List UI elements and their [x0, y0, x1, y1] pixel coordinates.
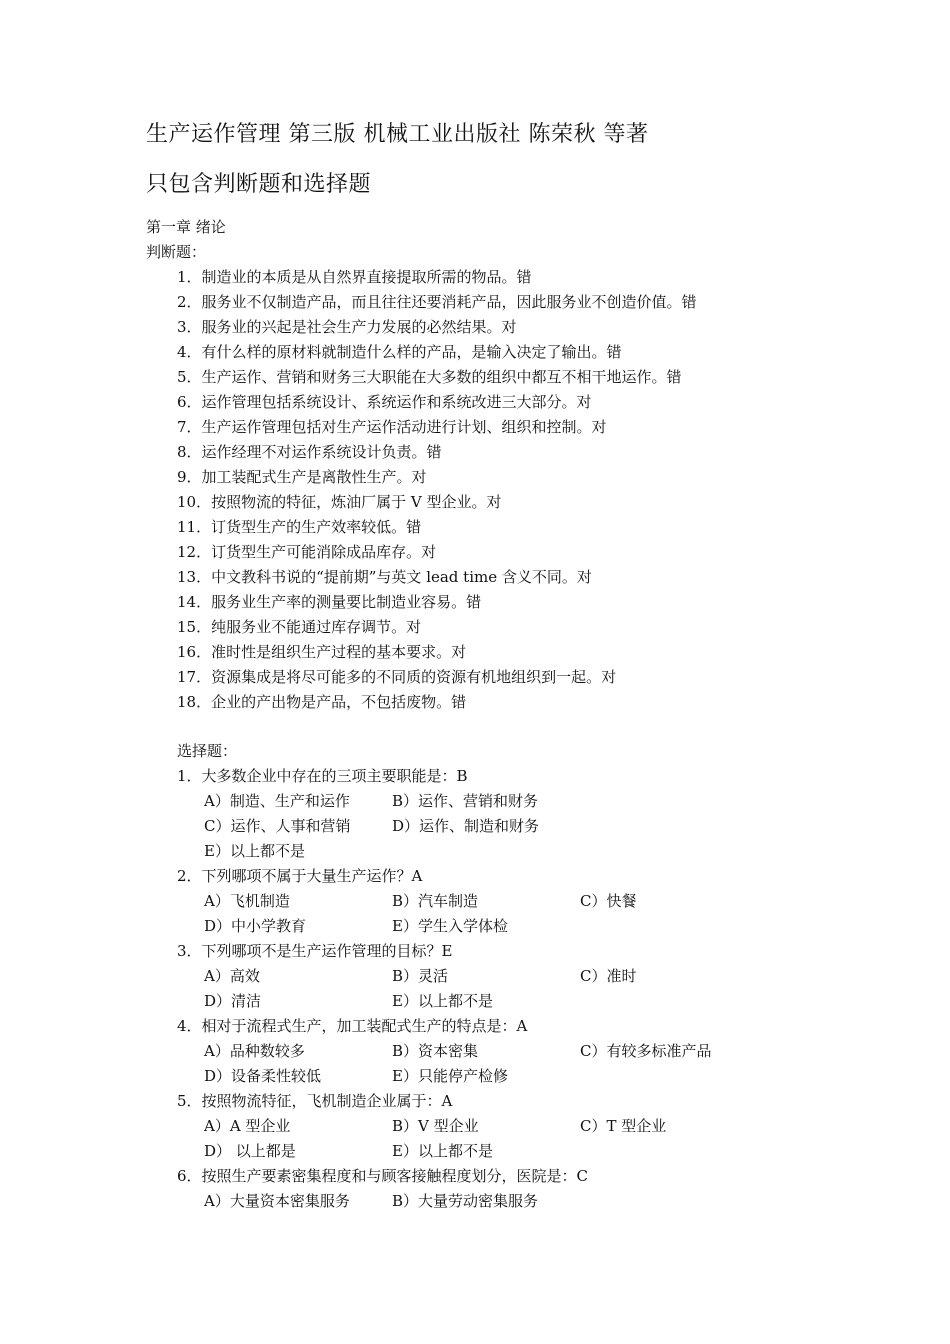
true-false-item: 13．中文教科书说的“提前期”与英文 lead time 含义不同。对 — [177, 568, 592, 586]
answer-option: C）准时 — [580, 967, 637, 985]
true-false-item: 14．服务业生产率的测量要比制造业容易。错 — [177, 593, 482, 611]
answer-option: D）运作、制造和财务 — [392, 817, 540, 835]
answer-option: E）学生入学体检 — [392, 917, 508, 935]
answer-option: A）品种数较多 — [204, 1042, 305, 1060]
true-false-item: 7．生产运作管理包括对生产运作活动进行计划、组织和控制。对 — [177, 418, 607, 436]
document-title: 生产运作管理 第三版 机械工业出版社 陈荣秋 等著 — [146, 122, 649, 147]
answer-option: B）大量劳动密集服务 — [392, 1192, 539, 1210]
question-text: 1．大多数企业中存在的三项主要职能是：B — [177, 767, 468, 785]
answer-option: A）大量资本密集服务 — [204, 1192, 350, 1210]
answer-option: A）飞机制造 — [204, 892, 290, 910]
answer-option: C）快餐 — [580, 892, 637, 910]
true-false-item: 18．企业的产出物是产品，不包括废物。错 — [177, 693, 467, 711]
true-false-item: 4．有什么样的原材料就制造什么样的产品，是输入决定了输出。错 — [177, 343, 622, 361]
question-text: 4．相对于流程式生产，加工装配式生产的特点是：A — [177, 1017, 528, 1035]
answer-option: A）制造、生产和运作 — [204, 792, 350, 810]
true-false-item: 16．准时性是组织生产过程的基本要求。对 — [177, 643, 467, 661]
true-false-item: 8．运作经理不对运作系统设计负责。错 — [177, 443, 442, 461]
answer-option: D）设备柔性较低 — [204, 1067, 322, 1085]
question-text: 2．下列哪项不属于大量生产运作？A — [177, 867, 423, 885]
true-false-item: 10．按照物流的特征，炼油厂属于 V 型企业。对 — [177, 493, 502, 511]
answer-option: B）汽车制造 — [392, 892, 479, 910]
true-false-item: 12．订货型生产可能消除成品库存。对 — [177, 543, 437, 561]
answer-option: D） 以上都是 — [204, 1142, 296, 1160]
true-false-item: 1．制造业的本质是从自然界直接提取所需的物品。错 — [177, 268, 532, 286]
answer-option: A）高效 — [204, 967, 260, 985]
true-false-item: 15．纯服务业不能通过库存调节。对 — [177, 618, 422, 636]
answer-option: D）中小学教育 — [204, 917, 307, 935]
true-false-item: 9．加工装配式生产是离散性生产。对 — [177, 468, 427, 486]
true-false-item: 3．服务业的兴起是社会生产力发展的必然结果。对 — [177, 318, 517, 336]
answer-option: D）清洁 — [204, 992, 262, 1010]
answer-option: C）运作、人事和营销 — [204, 817, 351, 835]
question-text: 3．下列哪项不是生产运作管理的目标？E — [177, 942, 453, 960]
true-false-item: 5．生产运作、营销和财务三大职能在大多数的组织中都互不相干地运作。错 — [177, 368, 682, 386]
document-subtitle: 只包含判断题和选择题 — [146, 172, 372, 197]
answer-option: B）灵活 — [392, 967, 449, 985]
answer-option: B）运作、营销和财务 — [392, 792, 539, 810]
true-false-item: 17．资源集成是将尽可能多的不同质的资源有机地组织到一起。对 — [177, 668, 617, 686]
answer-option: E）以上都不是 — [204, 842, 305, 860]
answer-option: B）资本密集 — [392, 1042, 479, 1060]
answer-option: C）T 型企业 — [580, 1117, 667, 1135]
question-text: 5．按照物流特征，飞机制造企业属于：A — [177, 1092, 453, 1110]
answer-option: E）以上都不是 — [392, 1142, 493, 1160]
section-heading-true-false: 判断题： — [146, 243, 207, 261]
true-false-item: 2．服务业不仅制造产品，而且往往还要消耗产品，因此服务业不创造价值。错 — [177, 293, 697, 311]
section-heading-multiple-choice: 选择题： — [177, 742, 238, 760]
chapter-heading: 第一章 绪论 — [146, 218, 226, 236]
answer-option: B）V 型企业 — [392, 1117, 479, 1135]
true-false-item: 11．订货型生产的生产效率较低。错 — [177, 518, 422, 536]
answer-option: C）有较多标准产品 — [580, 1042, 712, 1060]
answer-option: A）A 型企业 — [204, 1117, 291, 1135]
true-false-item: 6．运作管理包括系统设计、系统运作和系统改进三大部分。对 — [177, 393, 592, 411]
answer-option: E）只能停产检修 — [392, 1067, 508, 1085]
question-text: 6．按照生产要素密集程度和与顾客接触程度划分，医院是：C — [177, 1167, 589, 1185]
answer-option: E）以上都不是 — [392, 992, 493, 1010]
